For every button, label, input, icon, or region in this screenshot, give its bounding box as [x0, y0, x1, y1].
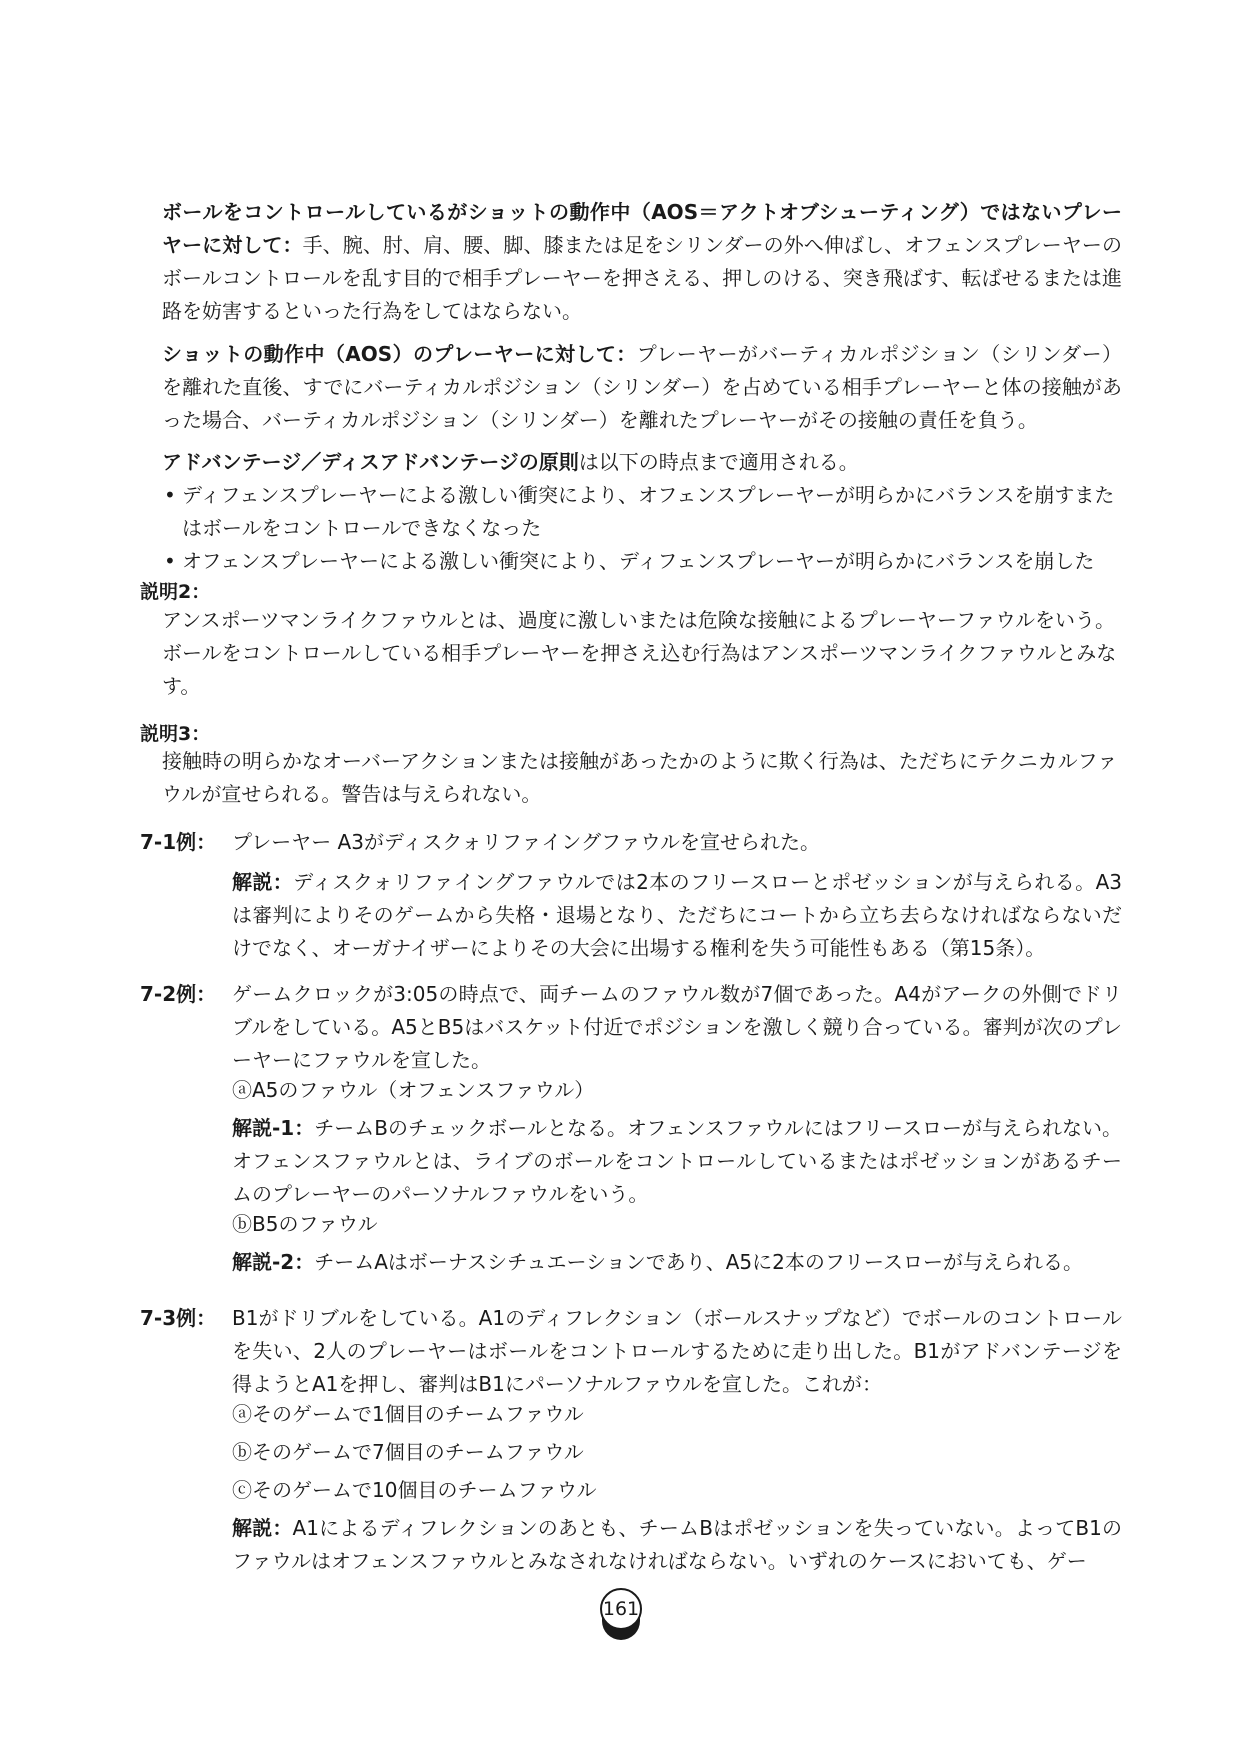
solution-text: A1によるディフレクションのあとも、チームBはポゼッションを失っていない。よってB1のファウルはオフェンスファウルとみなされなければならない。いずれのケースにおいても、ゲー — [232, 1516, 1123, 1573]
solution-text: ディスクォリファイングファウルでは2本のフリースローとポゼッションが与えられる。A3は審判によりそのゲームから失格・退場となり、ただちにコートから立ち去らなければならないだけでなく、オーガナイザーによりその大会に出場する権利を失う可能性もある（第15条）。 — [232, 870, 1122, 960]
solution-label: 解説-2： — [232, 1250, 315, 1274]
paragraph-lead: ショットの動作中（AOS）のプレーヤーに対して： — [162, 342, 637, 366]
example-7-2-case-b: ⓑB5のファウル — [232, 1212, 378, 1236]
list-item: • オフェンスプレーヤーによる激しい衝突により、ディフェンスプレーヤーが明らかにバランスを崩した — [162, 545, 1122, 578]
paragraph-text: は以下の時点まで適用される。 — [578, 450, 859, 474]
explanation-3-text: 接触時の明らかなオーバーアクションまたは接触があったかのように欺く行為は、ただちにテクニカルファウルが宣せられる。警告は与えられない。 — [162, 749, 1118, 806]
solution-label: 解説： — [232, 870, 294, 894]
explanation-3-heading: 説明3： — [140, 723, 211, 745]
example-7-3-solution — [232, 1512, 1122, 1578]
solution-label: 解説： — [232, 1516, 293, 1540]
example-7-3-case-c: ⓒそのゲームで10個目のチームファウル — [232, 1478, 597, 1502]
solution-text: チームAはボーナスシチュエーションであり、A5に2本のフリースローが与えられる。 — [314, 1250, 1084, 1274]
example-7-2-label: 7-2例： — [140, 982, 217, 1006]
paragraph-advantage — [162, 446, 1122, 479]
page-number: 161 — [600, 1588, 642, 1630]
example-7-1-label: 7-1例： — [140, 830, 217, 854]
paragraph-non-shooting — [162, 196, 1122, 328]
example-7-2-solution-1 — [232, 1112, 1122, 1211]
list-item: • ディフェンスプレーヤーによる激しい衝突により、オフェンスプレーヤーが明らかにバランスを崩すまたはボールをコントロールできなくなった — [162, 479, 1122, 545]
paragraph-text: 手、腕、肘、肩、腰、脚、膝または足をシリンダーの外へ伸ばし、オフェンスプレーヤーのボールコントロールを乱す目的で相手プレーヤーを押さえる、押しのける、突き飛ばす、転ばせるまたは進路を妨害するといった行為をしてはならない。 — [162, 233, 1123, 323]
explanation-2-text: アンスポーツマンライクファウルとは、過度に激しいまたは危険な接触によるプレーヤーファウルをいう。ボールをコントロールしている相手プレーヤーを押さえ込む行為はアンスポーツマンライクファウルとみなす。 — [162, 608, 1117, 698]
explanation-2-heading: 説明2： — [140, 581, 211, 603]
example-7-3-label: 7-3例： — [140, 1306, 217, 1330]
paragraph-lead: アドバンテージ／ディスアドバンテージの原則 — [162, 450, 579, 474]
advantage-bullet-list — [162, 479, 1122, 578]
solution-label: 解説-1： — [232, 1116, 315, 1140]
solution-text: チームBのチェックボールとなる。オフェンスファウルにはフリースローが与えられない。オフェンスファウルとは、ライブのボールをコントロールしているまたはポゼッションがあるチームのプレーヤーのパーソナルファウルをいう。 — [232, 1116, 1122, 1206]
example-7-3-case-b: ⓑそのゲームで7個目のチームファウル — [232, 1440, 584, 1464]
example-7-2-solution-2 — [232, 1246, 1122, 1279]
paragraph-lead: ボールをコントロールしているがショットの動作中（AOS＝アクトオブシューティング）ではないプレーヤーに対して： — [162, 200, 1122, 257]
example-7-2-case-a: ⓐA5のファウル（オフェンスファウル） — [232, 1078, 595, 1102]
paragraph-text: プレーヤーがバーティカルポジション（シリンダー）を離れた直後、すでにバーティカルポジション（シリンダー）を占めている相手プレーヤーと体の接触があった場合、バーティカルポジション（シリンダー）を離れたプレーヤーがその接触の責任を負う。 — [162, 342, 1122, 432]
example-7-3-case-a: ⓐそのゲームで1個目のチームファウル — [232, 1402, 584, 1426]
example-7-3-text: B1がドリブルをしている。A1のディフレクション（ボールスナップなど）でボールのコントロールを失い、2人のプレーヤーはボールをコントロールするために走り出した。B1がアドバンテージを得ようとA1を押し、審判はB1にパーソナルファウルを宣した。これが： — [232, 1306, 1122, 1396]
example-7-1-solution — [232, 866, 1122, 965]
example-7-2-text: ゲームクロックが3:05の時点で、両チームのファウル数が7個であった。A4がアークの外側でドリブルをしている。A5とB5はバスケット付近でポジションを激しく競り合っている。審判が次のプレーヤーにファウルを宣した。 — [232, 982, 1122, 1072]
paragraph-shooting — [162, 338, 1122, 437]
example-7-1-text: プレーヤー A3がディスクォリファイングファウルを宣せられた。 — [232, 830, 820, 854]
